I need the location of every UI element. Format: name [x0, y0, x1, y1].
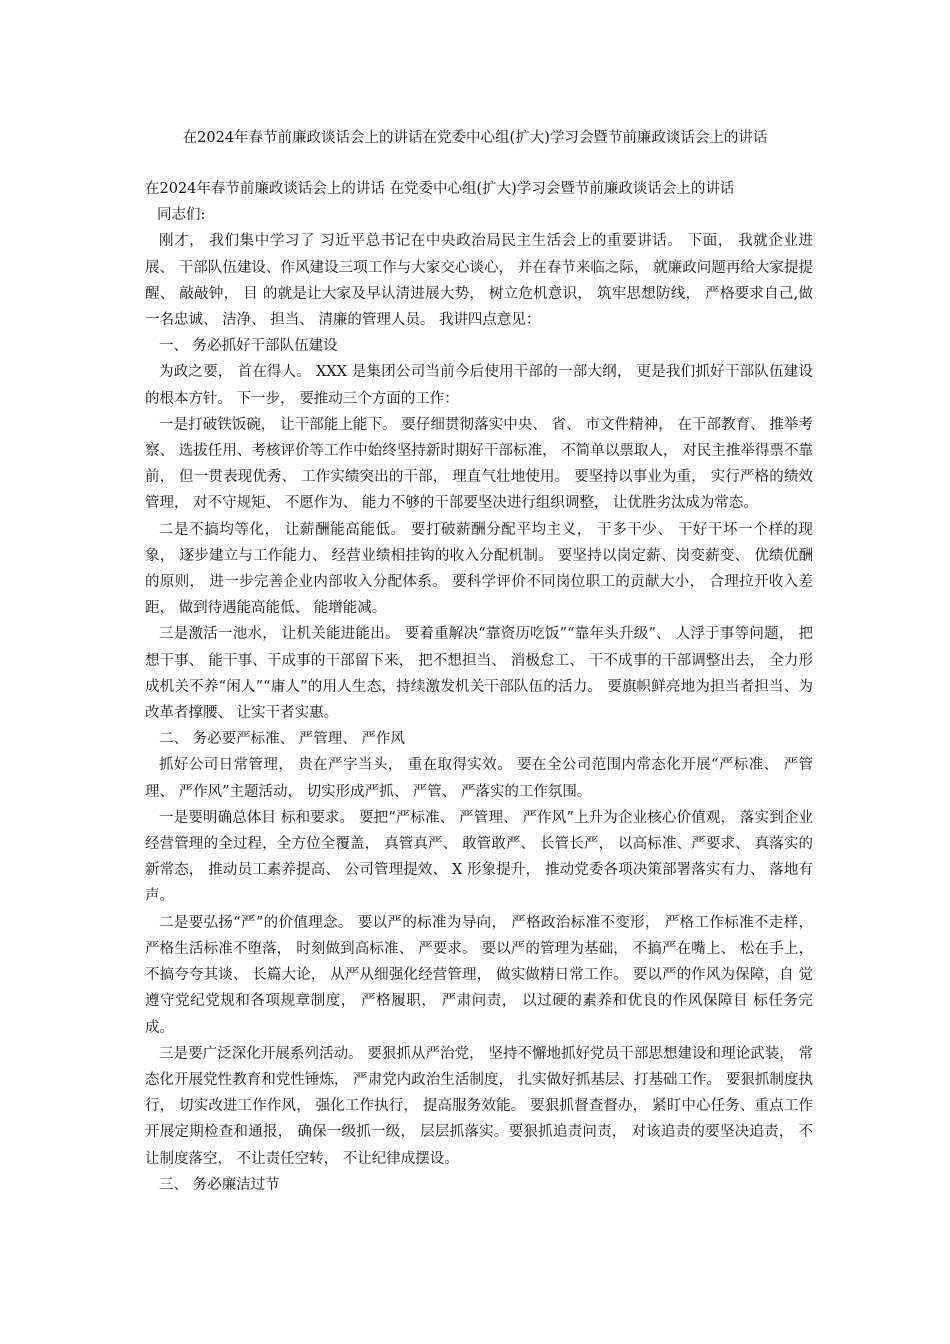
paragraph: 二是要弘扬“严”的价值理念。 要以严的标准为导向， 严格政治标准不变形， 严格工作标准不走样， 严格生活标准不堕落， 时刻做到高标准、 严要求。 要以严的管理为基础， 不搞严在嘴上、 松在手上， 不搞夸夸其谈、 长篇大论， 从严从细强化经营管理， 做实做精日常工作。 要以严的作风为保障，自 觉遵守党纪党规和各项规章制度， 严格履职， 严肃问责， 以过硬的素养和优良的作风保障目 标任务完成。	[145, 914, 813, 1036]
paragraph: 为政之要， 首在得人。 XXX 是集团公司当前今后使用干部的一部大纲， 更是我们抓好干部队伍建设的根本方针。 下一步， 要推动三个方面的工作：	[145, 364, 813, 407]
paragraph: 抓好公司日常管理， 贵在严字当头， 重在取得实效。 要在全公司范围内常态化开展“严标准、 严管理、 严作风”主题活动， 切实形成严抓、 严管、 严落实的工作氛围。	[145, 757, 813, 800]
document-body	[145, 176, 813, 1198]
document-title: 在2024年春节前廉政谈话会上的讲话在党委中心组(扩大)学习会暨节前廉政谈话会上的讲话	[182, 130, 768, 146]
section-heading-3: 三、 务必廉洁过节	[159, 1176, 280, 1193]
paragraph: 一是要明确总体目 标和要求。 要把“严标准、 严管理、 严作风”上升为企业核心价值观， 落实到企业经营管理的全过程，全方位全覆盖， 真管真严、 敢管敢严、 长管长严， 以高标准、严要求、 真落实的新常态， 推动员工素养提高、 公司管理提效、 X 形象提升， 推动党委各项决策部署落实有力、 落地有声。	[145, 809, 813, 905]
document-subtitle: 在2024年春节前廉政谈话会上的讲话 在党委中心组(扩大)学习会暨节前廉政谈话会上的讲话	[145, 181, 735, 197]
paragraph-intro: 刚才， 我们集中学习了 习近平总书记在中央政治局民主生活会上的重要讲话。 下面， 我就企业进展、 干部队伍建设、作风建设三项工作与大家交心谈心， 并在春节来临之际， 就廉政问题再给大家提提醒、 敲敲钟， 目 的就是让大家及早认清进展大势， 树立危机意识， 筑牢思想防线， 严格要求自己,做一名忠诚、 洁净、 担当、 清廉的管理人员。 我讲四点意见：	[145, 233, 813, 329]
section-heading-2: 二、 务必要严标准、 严管理、 严作风	[159, 731, 405, 748]
paragraph: 二是不搞均等化， 让薪酬能高能低。 要打破薪酬分配平均主义， 干多干少、 干好干坏一个样的现象， 逐步建立与工作能力、 经营业绩相挂钩的收入分配机制。 要坚持以岗定薪、岗变薪变、 优绩优酬的原则， 进一步完善企业内部收入分配体系。 要科学评价不同岗位职工的贡献大小， 合理拉开收入差距， 做到待遇能高能低、 能增能减。	[145, 521, 813, 617]
section-heading-1: 一、 务必抓好干部队伍建设	[159, 338, 338, 355]
paragraph: 一是打破铁饭碗， 让干部能上能下。 要仔细贯彻落实中央、 省、 市文件精神， 在干部教育、 推举考察、 选拔任用、考核评价等工作中始终坚持新时期好干部标准， 不简单以票取人， 对民主推举得票不靠前， 但一贯表现优秀、 工作实绩突出的干部， 理直气壮地使用。 要坚持以事业为重， 实行严格的绩效管理， 对不守规矩、 不愿作为、 能力不够的干部要坚决进行组织调整， 让优胜劣汰成为常态。	[145, 416, 813, 512]
paragraph: 三是激活一池水， 让机关能进能出。 要着重解决“靠资历吃饭”“靠年头升级”、 人浮于事等问题， 把想干事、 能干事、干成事的干部留下来， 把不想担当、 消极怠工、 干不成事的干部调整出去， 全力形成机关不养“闲人”“庸人”的用人生态，持续激发机关干部队伍的活力。 要旗帜鲜亮地为担当者担当、为改革者撑腰、 让实干者实惠。	[145, 626, 813, 722]
salutation: 同志们:	[157, 207, 206, 224]
paragraph: 三是要广泛深化开展系列活动。 要狠抓从严治党， 坚持不懈地抓好党员干部思想建设和理论武装， 常态化开展党性教育和党性锤炼， 严肃党内政治生活制度， 扎实做好抓基层、打基础工作。 要狠抓制度执行， 切实改进工作作风， 强化工作执行， 提高服务效能。 要狠抓督查督办， 紧盯中心任务、重点工作开展定期检查和通报， 确保一级抓一级， 层层抓落实。要狠抓追责问责， 对该追责的要坚决追责， 不让制度落空， 不让责任空转， 不让纪律成摆设。	[145, 1045, 813, 1167]
